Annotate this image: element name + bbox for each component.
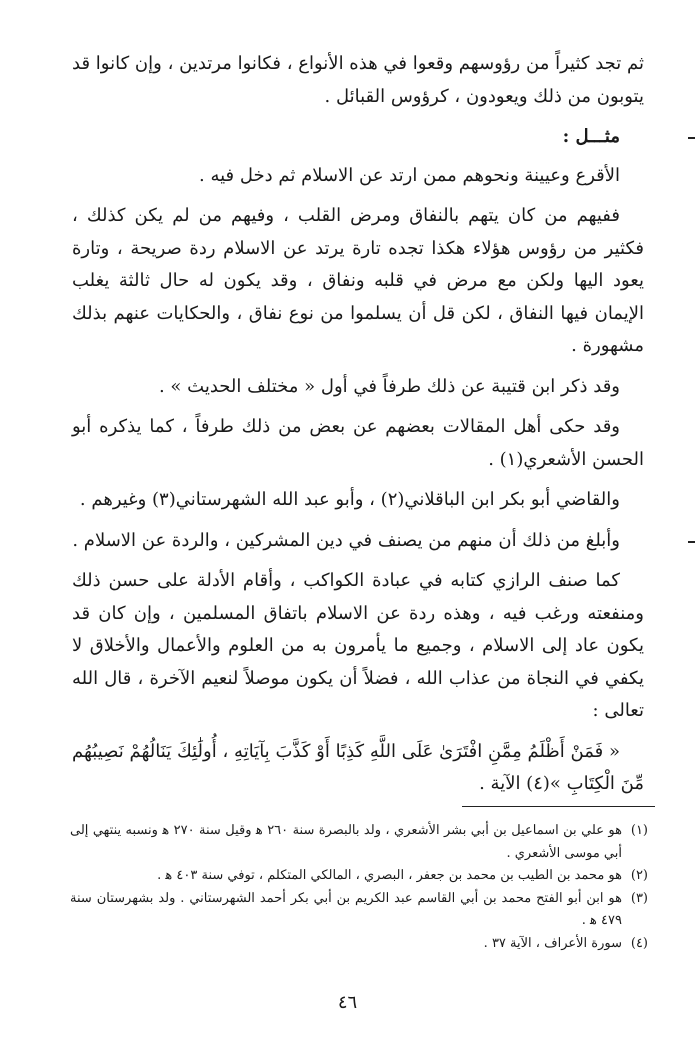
footnote-separator [462,806,655,807]
section-heading: مثـــل : [562,126,620,147]
footnote-4 [70,933,648,956]
footnote-3 [70,888,648,933]
footnote-number: (٢) [630,868,648,883]
footnote-text: هو ابن أبو الفتح محمد بن أبي القاسم عبد الكريم بن أبي بكر أحمد الشهرستاني . ولد بشهرستان سنة ٤٧٩ ﻫ . [70,890,622,928]
footnote-number: (٣) [630,890,648,906]
paragraph-3: ففيهم من كان يتهم بالنفاق ومرض القلب ، وفيهم من لم يكن كذلك ، فكثير من رؤوس هؤلاء هكذا تجده تارة يرتد عن الاسلام ردة صريحة ، وتارة يعود اليها ولكن مع مرض في قلبه ونفاق ، وقد يكون له حال ثالثة يغلب الإيمان فيها النفاق ، لكن قل أن يسلموا من نوع نفاق ، والحكايات عنهم بذلك مشهورة . [72,205,644,356]
footnotes [70,820,648,955]
paragraph-2: الأقرع وعيينة ونحوهم ممن ارتد عن الاسلام ثم دخل فيه . [199,164,620,186]
main-text [72,48,644,809]
footnote-text: هو علي بن اسماعيل بن أبي بشر الأشعري ، ولد بالبصرة سنة ٢٦٠ ﻫ وقيل سنة ٢٧٠ ﻫ ونسبه ينتهي إلى أبي موسى الأشعري . [70,823,622,861]
footnote-2 [70,865,648,888]
paragraph-8: كما صنف الرازي كتابه في عبادة الكواكب ، وأقام الأدلة على حسن ذلك ومنفعته ورغب فيه ، وهذه ردة عن الاسلام باتفاق المسلمين ، وإن كان قد يكون عاد إلى الاسلام ، وجميع ما يأمرون به من العلوم والأعمال والأخلاق لا يكفي في النجاة من عذاب الله ، فضلاً أن يكون موصلاً لنعيم الآخرة ، قال الله تعالى : [72,570,644,721]
paragraph-7: وأبلغ من ذلك أن منهم من يصنف في دين المشركين ، والردة عن الاسلام . [72,529,620,551]
margin-mark [688,541,695,543]
footnote-1 [70,820,648,865]
paragraph-4: وقد ذكر ابن قتيبة عن ذلك طرفاً في أول « مختلف الحديث » . [158,375,620,397]
footnote-number: (١) [630,823,648,838]
quran-verse: « فَمَنْ أَظْلَمُ مِمَّنِ افْتَرَىٰ عَلَى اللَّهِ كَذِبًا أَوْ كَذَّبَ بِآيَاتِهِ ، أُولَٰئِكَ يَنَالُهُمْ نَصِيبُهُم مِّنَ الْكِتَابِ »(٤) الآية . [72,740,644,794]
footnote-text: سورة الأعراف ، الآية ٣٧ . [483,935,622,951]
margin-mark [688,137,695,139]
paragraph-5: وقد حكى أهل المقالات بعضهم عن بعض من ذلك طرفاً ، كما يذكره أبو الحسن الأشعري(١) . [72,416,644,470]
footnote-text: هو محمد بن الطيب بن محمد بن جعفر ، البصري ، المالكي المتكلم ، توفي سنة ٤٠٣ ﻫ . [157,868,622,883]
paragraph-1: ثم تجد كثيراً من رؤوسهم وقعوا في هذه الأنواع ، فكانوا مرتدين ، وإن كانوا قد يتوبون من ذلك ويعودون ، كرؤوس القبائل . [72,53,644,107]
paragraph-6: والقاضي أبو بكر ابن الباقلاني(٢) ، وأبو عبد الله الشهرستاني(٣) وغيرهم . [79,489,620,510]
footnote-number: (٤) [630,935,648,951]
page-number: ٤٦ [337,992,358,1013]
